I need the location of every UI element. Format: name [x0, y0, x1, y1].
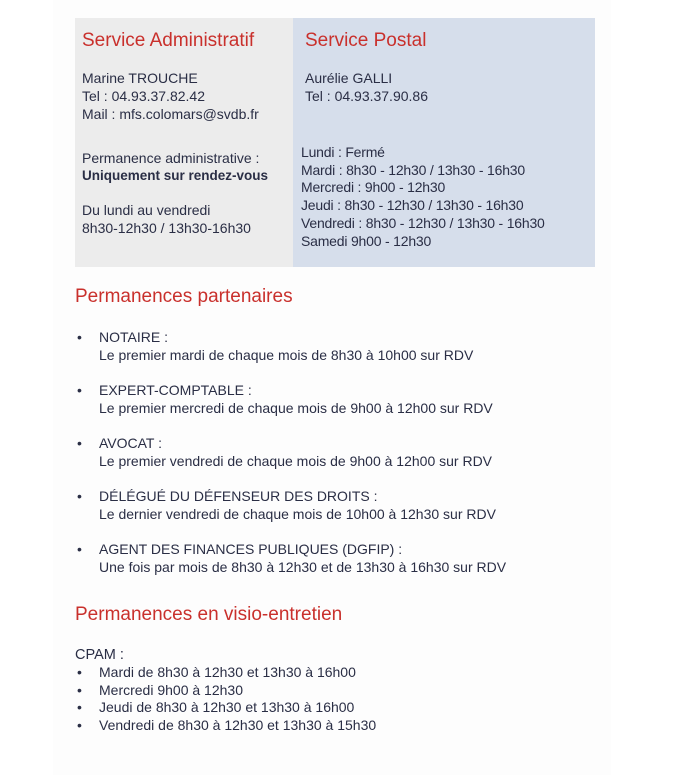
bullet-icon: •	[77, 329, 82, 345]
admin-rdv-note: Uniquement sur rendez-vous	[82, 168, 269, 183]
partner-name: DÉLÉGUÉ DU DÉFENSEUR DES DROITS :	[99, 488, 378, 504]
service-postal-title: Service Postal	[305, 30, 427, 51]
visio-section-title: Permanences en visio-entretien	[75, 604, 343, 625]
bullet-icon: •	[77, 541, 82, 557]
visio-schedule-list	[77, 663, 377, 733]
partner-name: NOTAIRE :	[99, 329, 168, 345]
postal-schedule-friday: Vendredi : 8h30 - 12h30 / 13h30 - 16h30	[301, 214, 545, 231]
partner-item-defenseur-des-droits	[77, 487, 506, 540]
visio-item-text: Jeudi de 8h30 à 12h30 et 13h30 à 16h00	[99, 699, 355, 715]
visio-item-tuesday	[77, 663, 376, 681]
postal-contact-tel: Tel : 04.93.37.90.86	[305, 88, 428, 104]
partner-detail: Le dernier vendredi de chaque mois de 10h00 à 12h30 sur RDV	[99, 506, 496, 522]
admin-permanence-label: Permanence administrative :	[82, 150, 260, 166]
bullet-icon: •	[77, 699, 82, 715]
postal-schedule-wednesday: Mercredi : 9h00 - 12h30	[301, 179, 446, 196]
partner-detail: Le premier vendredi de chaque mois de 9h00 à 12h00 sur RDV	[99, 453, 493, 469]
postal-schedule-monday: Lundi : Fermé	[301, 144, 385, 160]
visio-item-text: Mercredi 9h00 à 12h30	[99, 681, 243, 698]
services-table	[75, 18, 595, 267]
postal-contact-name: Aurélie GALLI	[305, 70, 393, 86]
admin-hours: 8h30-12h30 / 13h30-16h30	[82, 220, 251, 236]
admin-contact-mail[interactable]: Mail : mfs.colomars@svdb.fr	[82, 106, 259, 122]
visio-item-wednesday	[77, 681, 376, 699]
partners-list	[77, 328, 507, 593]
visio-item-thursday	[77, 698, 376, 716]
partner-name: AVOCAT :	[99, 435, 163, 451]
service-administratif-panel	[75, 18, 293, 267]
bullet-icon: •	[77, 681, 82, 698]
partner-item-avocat	[77, 434, 506, 487]
postal-schedule-tuesday: Mardi : 8h30 - 12h30 / 13h30 - 16h30	[301, 161, 525, 178]
visio-cpam-label: CPAM :	[75, 647, 124, 663]
partner-name: AGENT DES FINANCES PUBLIQUES (DGFIP) :	[99, 541, 403, 557]
partner-item-notaire	[77, 328, 506, 381]
visio-item-friday	[77, 716, 377, 734]
partner-item-expert-comptable	[77, 381, 506, 434]
bullet-icon: •	[77, 382, 82, 398]
partner-detail: Le premier mercredi de chaque mois de 9h00 à 12h00 sur RDV	[99, 400, 493, 416]
bullet-icon: •	[77, 488, 82, 504]
bullet-icon: •	[77, 664, 82, 680]
admin-contact-tel: Tel : 04.93.37.82.42	[82, 88, 205, 104]
admin-days: Du lundi au vendredi	[82, 202, 211, 218]
partner-name: EXPERT-COMPTABLE :	[99, 382, 252, 398]
visio-item-text: Mardi de 8h30 à 12h30 et 13h30 à 16h00	[99, 664, 356, 680]
admin-contact-name: Marine TROUCHE	[82, 70, 198, 86]
partner-detail: Une fois par mois de 8h30 à 12h30 et de 13h30 à 16h30 sur RDV	[99, 559, 507, 575]
service-postal-panel	[293, 18, 595, 267]
postal-schedule-saturday: Samedi 9h00 - 12h30	[301, 232, 432, 249]
bullet-icon: •	[77, 435, 82, 451]
partners-section-title: Permanences partenaires	[75, 286, 293, 307]
service-administratif-title: Service Administratif	[82, 30, 255, 51]
partner-detail: Le premier mardi de chaque mois de 8h30 à 10h00 sur RDV	[99, 347, 474, 363]
visio-item-text: Vendredi de 8h30 à 12h30 et 13h30 à 15h30	[99, 716, 377, 733]
postal-schedule-thursday: Jeudi : 8h30 - 12h30 / 13h30 - 16h30	[301, 197, 524, 214]
partner-item-dgfip	[77, 540, 507, 593]
bullet-icon: •	[77, 716, 82, 733]
